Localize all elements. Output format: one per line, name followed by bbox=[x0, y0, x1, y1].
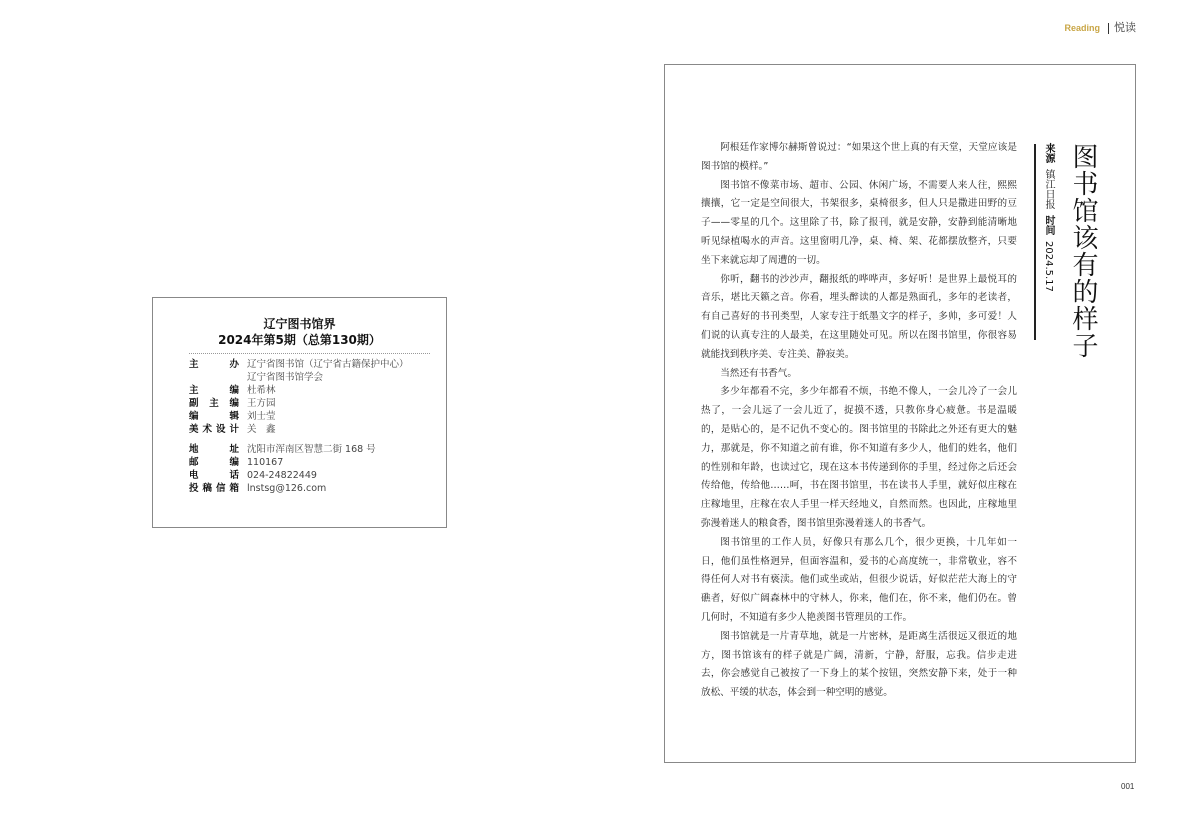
article-paragraph: 当然还有书香气。 bbox=[720, 367, 797, 379]
contact-row bbox=[189, 469, 446, 482]
article-paragraph: 图书馆就是一片青草地，就是一片密林，是距离生活很远又很近的地方，图书馆该有的样子就是广阔，清新，宁静，舒服，忘我。信步走进去，你会感觉自己被按了一下身上的某个按钮，突然安静下来，处于一种放松、平缓的状态，体会到一种空明的感觉。 bbox=[701, 630, 1017, 699]
article-paragraph: 你听，翻书的沙沙声，翻报纸的哗哗声，多好听！是世界上最悦耳的音乐，堪比天籁之音。你看，埋头醉读的人都是熟面孔，多年的老读者，有自己喜好的书刊类型，人家专注于纸墨文字的样子，多帅，多可爱！人们说的认真专注的人最美，在这里随处可见。所以在图书馆里，你很容易就能找到秩序美、专注美、静寂美。 bbox=[701, 273, 1017, 360]
row-value: 王方园 bbox=[247, 398, 276, 409]
article-meta bbox=[1042, 143, 1054, 292]
section-label-cn: 悦读 bbox=[1114, 21, 1136, 34]
title-rule bbox=[1034, 144, 1036, 340]
row-label: 主 办 bbox=[189, 359, 239, 370]
row-value: 辽宁省图书馆学会 bbox=[247, 372, 324, 383]
phone-value: 024-24822449 bbox=[247, 470, 317, 481]
row-label: 副主编 bbox=[189, 398, 239, 409]
colophon-row bbox=[189, 397, 446, 410]
colophon-divider bbox=[189, 353, 430, 354]
email-value: lnstsg@126.com bbox=[247, 483, 327, 494]
row-label: 编 辑 bbox=[189, 411, 239, 422]
colophon-row bbox=[189, 358, 446, 371]
contact-row bbox=[189, 482, 446, 495]
page-number: 001 bbox=[1121, 782, 1135, 791]
journal-title: 辽宁图书馆界 bbox=[263, 317, 336, 331]
colophon-box bbox=[152, 297, 447, 528]
article-paragraph: 阿根廷作家博尔赫斯曾说过：“如果这个世上真的有天堂，天堂应该是图书馆的模样。” bbox=[701, 142, 1017, 172]
article-paragraph: 多少年都看不完，多少年都看不烦，书绝不像人，一会儿冷了一会儿热了，一会儿远了一会儿近了，捉摸不透，只教你身心疲惫。书是温暖的，是贴心的，是不记仇不变心的。图书馆里的书除此之外还有更大的魅力，那就是，你不知道之前有谁，你不知道有多少人，他们的姓名，他们的性别和年龄，也读过它，现在这本书传递到你的手里，经过你之后还会传给他，传给他……呵，书在图书馆里，书在读书人手里，就好似庄稼在庄稼地里，庄稼在农人手里一样天经地义，自然而然。也因此，庄稼地里弥漫着迷人的粮食香，图书馆里弥漫着迷人的书香气。 bbox=[701, 386, 1017, 529]
section-label-en: Reading bbox=[1064, 23, 1100, 33]
contact-row bbox=[189, 456, 446, 469]
row-label: 投稿信箱 bbox=[189, 483, 239, 494]
row-value: 杜希林 bbox=[247, 385, 276, 396]
row-label bbox=[189, 371, 247, 384]
article-paragraph: 图书馆里的工作人员，好像只有那么几个，很少更换，十几年如一日，他们虽性格迥异，但面容温和，爱书的心高度统一，非常敬业，容不得任何人对书有亵渎。他们或坐或站，但很少说话，好似茫茫大海上的守礁者，好似广阔森林中的守林人，你来，他们在，你不来，他们仍在。曾几何时，不知道有多少人艳羡图书管理员的工作。 bbox=[701, 536, 1017, 623]
colophon-row bbox=[189, 384, 446, 397]
row-label: 主 编 bbox=[189, 385, 239, 396]
source-label: 来源 bbox=[1043, 143, 1054, 163]
contact-row bbox=[189, 443, 446, 456]
issue-number: 2024年第5期（总第130期） bbox=[218, 333, 381, 347]
time-label: 时间 bbox=[1043, 215, 1054, 235]
row-label: 电 话 bbox=[189, 470, 239, 481]
address-value: 沈阳市浑南区智慧二街 168 号 bbox=[247, 444, 376, 455]
row-value: 辽宁省图书馆（辽宁省古籍保护中心） bbox=[247, 359, 409, 370]
article-paragraph: 图书馆不像菜市场、超市、公园、休闲广场，不需要人来人往，熙熙攘攘，它一定是空间很大，书架很多，桌椅很多，但人只是撒进田野的豆子——零星的几个。这里除了书，除了报刊，就是安静，安静到能清晰地听见绿植喝水的声音。这里窗明几净，桌、椅、架、花都摆放整齐，只要坐下来就忘却了周遭的一切。 bbox=[701, 179, 1017, 266]
source-value: 镇江日报 bbox=[1043, 169, 1054, 209]
postcode-value: 110167 bbox=[247, 457, 284, 468]
row-value: 关 鑫 bbox=[247, 424, 276, 435]
colophon-row bbox=[189, 423, 446, 436]
time-value: 2024.5.17 bbox=[1043, 241, 1054, 292]
header-divider bbox=[1108, 23, 1109, 34]
running-header bbox=[1064, 21, 1136, 35]
row-label: 美术设计 bbox=[189, 424, 239, 435]
row-value: 刘士莹 bbox=[247, 411, 276, 422]
article-title: 图书馆该有的样子 bbox=[1068, 143, 1098, 359]
article-frame bbox=[664, 64, 1136, 763]
row-label: 地 址 bbox=[189, 444, 239, 455]
article-body bbox=[701, 139, 1017, 703]
colophon-row bbox=[189, 371, 446, 384]
colophon-staff-list bbox=[189, 358, 446, 495]
colophon-row bbox=[189, 410, 446, 423]
row-label: 邮 编 bbox=[189, 457, 239, 468]
spacer bbox=[189, 436, 446, 443]
